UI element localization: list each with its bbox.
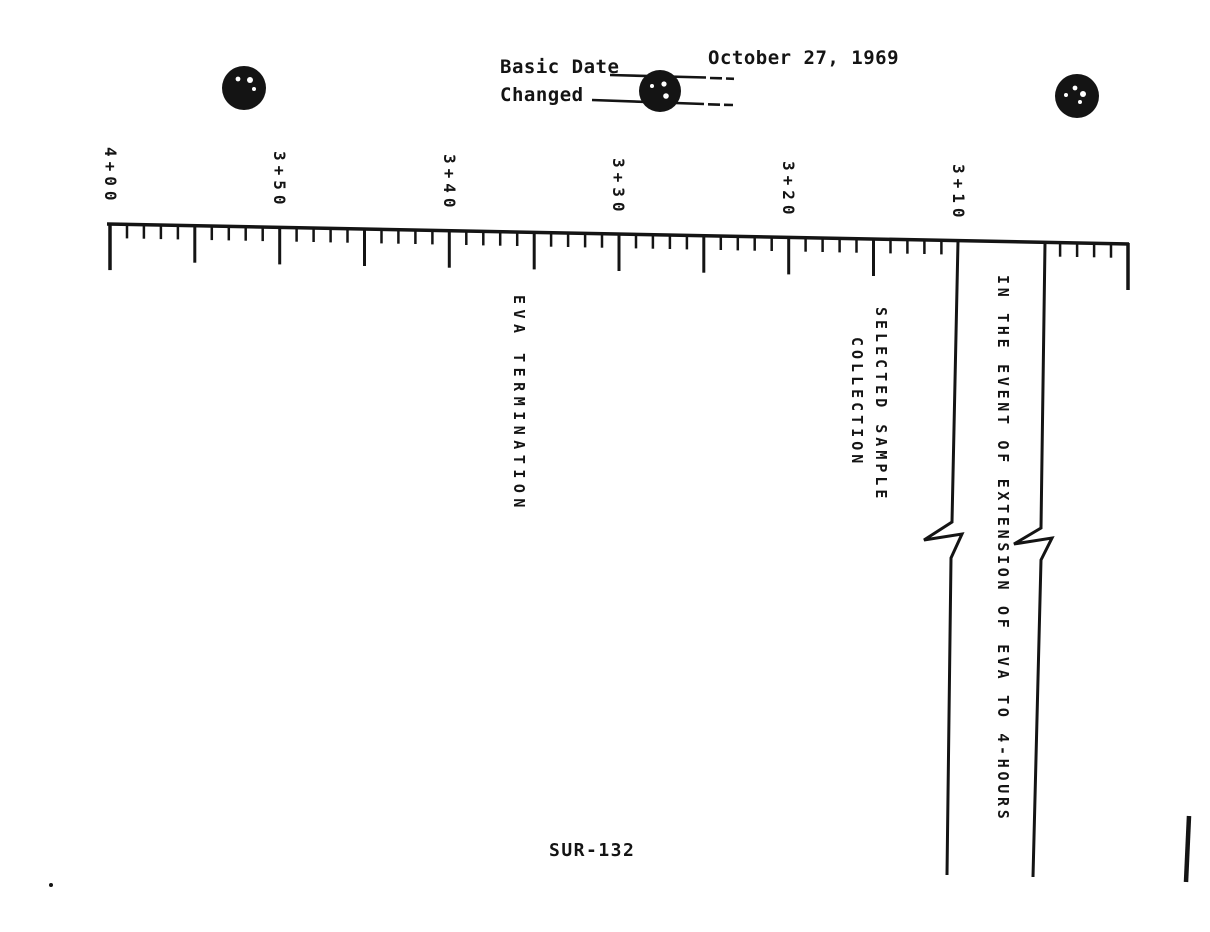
header xyxy=(500,47,899,106)
ruler-ticks xyxy=(110,223,1128,290)
page-id: SUR-132 xyxy=(549,840,636,861)
punch-hole xyxy=(639,70,681,112)
tick-label: 3+30 xyxy=(609,158,628,217)
tick-label: 4+00 xyxy=(101,147,120,206)
event-label-eva-termination: EVA TERMINATION xyxy=(510,295,528,513)
tick-label: 3+20 xyxy=(779,161,798,220)
extension-break-lines xyxy=(924,241,1052,877)
stray-dot-left xyxy=(49,883,53,887)
punch-hole xyxy=(222,66,266,110)
basic-date-value: October 27, 1969 xyxy=(708,47,900,69)
changed-label: Changed xyxy=(500,84,584,106)
tick-label: 3+50 xyxy=(270,151,289,210)
tick-label: 3+40 xyxy=(440,154,459,213)
basic-date-label: Basic Date xyxy=(500,56,620,78)
break-line-3plus05 xyxy=(1014,243,1052,877)
timeline-ruler xyxy=(101,147,1129,290)
punch-holes xyxy=(222,66,1099,118)
event-label-collection: COLLECTION xyxy=(848,337,866,468)
break-line-3plus10 xyxy=(924,241,962,875)
punch-hole xyxy=(1055,74,1099,118)
event-labels xyxy=(510,275,1012,822)
event-label-selected-sample: SELECTED SAMPLE xyxy=(872,307,890,503)
event-label-extension-note: IN THE EVENT OF EXTENSION OF EVA TO 4-HOURS xyxy=(994,275,1012,823)
stray-mark-right xyxy=(1186,816,1189,882)
tick-label: 3+10 xyxy=(949,164,968,223)
ruler-tick-labels xyxy=(101,147,968,223)
